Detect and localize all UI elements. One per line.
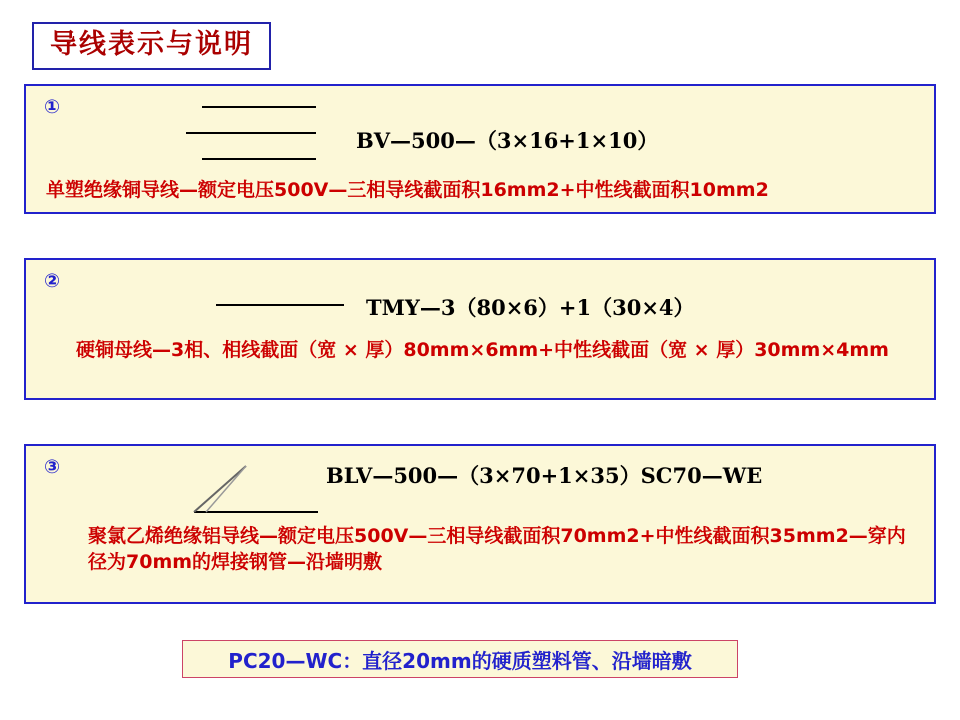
wire-symbol-svg <box>166 460 326 520</box>
wire-symbol-diagonal-tick-icon <box>166 460 326 520</box>
item-marker-1: ① <box>44 96 61 118</box>
item-description-3: 聚氯乙烯绝缘铝导线—额定电压500V—三相导线截面积70mm2+中性线截面积35mm2—穿内径为70mm的焊接钢管—沿墙明敷 <box>88 525 906 573</box>
wire-symbol-single-line-icon <box>216 304 346 310</box>
wire-symbol-three-lines-icon <box>176 104 316 168</box>
item-marker-2: ② <box>44 270 61 292</box>
page-title: 导线表示与说明 <box>50 29 253 60</box>
wire-item-panel-3 <box>24 444 936 604</box>
footer-note: PC20—WC：直径20mm的硬质塑料管、沿墙暗敷 <box>228 648 692 673</box>
item-code-3: BLV—500—（3×70+1×35）SC70—WE <box>326 463 763 488</box>
item-code-1: BV—500—（3×16+1×10） <box>356 128 659 153</box>
item-description-1: 单塑绝缘铜导线—额定电压500V—三相导线截面积16mm2+中性线截面积10mm2 <box>46 179 769 201</box>
footer-note-box <box>182 640 738 678</box>
item-marker-3: ③ <box>44 456 61 478</box>
item-code-2: TMY—3（80×6）+1（30×4） <box>366 295 695 320</box>
wire-item-panel-1 <box>24 84 936 214</box>
wire-item-panel-2 <box>24 258 936 400</box>
page-title-box <box>32 22 271 70</box>
item-description-2: 硬铜母线—3相、相线截面（宽 × 厚）80mm×6mm+中性线截面（宽 × 厚）30mm×4mm <box>76 339 889 361</box>
